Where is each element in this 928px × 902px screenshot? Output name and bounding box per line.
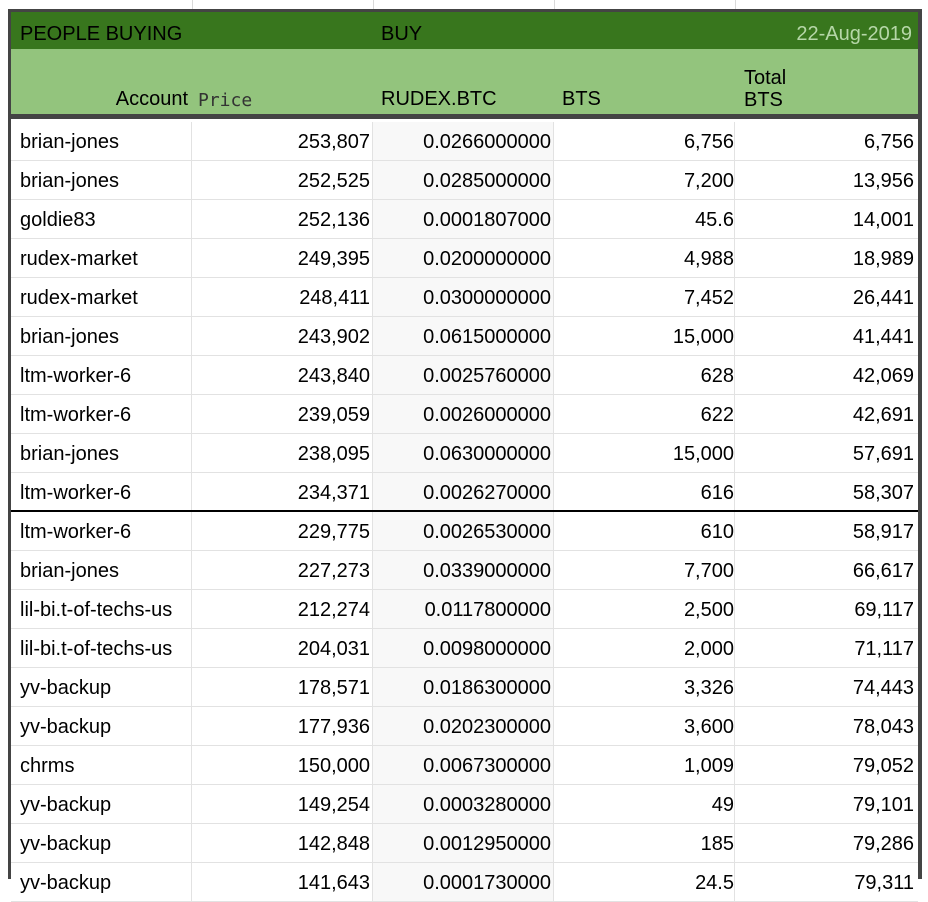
cell-price[interactable]: 238,095 xyxy=(297,443,370,465)
cell-total[interactable]: 79,286 xyxy=(852,833,914,855)
cell-price[interactable]: 141,643 xyxy=(297,872,370,894)
cell-rudex[interactable]: 0.0026000000 xyxy=(423,404,551,426)
cell-total[interactable]: 79,101 xyxy=(852,794,914,816)
table-row xyxy=(11,200,918,239)
cell-bts[interactable]: 2,000 xyxy=(683,638,734,660)
table-row xyxy=(11,668,918,707)
frame-border xyxy=(8,114,922,119)
cell-bts[interactable]: 1,009 xyxy=(683,755,734,777)
header-bts[interactable]: BTS xyxy=(562,88,601,110)
cell-bts[interactable]: 45.6 xyxy=(695,209,734,231)
buy-cell[interactable]: BUY xyxy=(381,23,423,45)
cell-total[interactable]: 42,691 xyxy=(852,404,914,426)
cell-total[interactable]: 74,443 xyxy=(852,677,914,699)
cell-price[interactable]: 212,274 xyxy=(297,599,370,621)
cell-rudex[interactable]: 0.0117800000 xyxy=(424,599,551,621)
cell-price[interactable]: 229,775 xyxy=(297,521,370,543)
cell-rudex[interactable]: 0.0186300000 xyxy=(423,677,551,699)
cell-rudex[interactable]: 0.0200000000 xyxy=(423,248,551,270)
cell-total[interactable]: 13,956 xyxy=(852,170,914,192)
cell-rudex[interactable]: 0.0300000000 xyxy=(423,287,551,309)
cell-price[interactable]: 248,411 xyxy=(299,287,370,309)
cell-price[interactable]: 252,525 xyxy=(297,170,370,192)
cell-account[interactable]: chrms xyxy=(20,755,75,777)
cell-bts[interactable]: 24.5 xyxy=(695,872,734,894)
cell-total[interactable]: 69,117 xyxy=(854,599,914,621)
cell-account[interactable]: yv-backup xyxy=(20,872,112,894)
cell-price[interactable]: 239,059 xyxy=(297,404,370,426)
cell-account[interactable]: lil-bi.t-of-techs-us xyxy=(20,638,173,660)
table-row xyxy=(11,629,918,668)
cell-rudex[interactable]: 0.0001730000 xyxy=(423,872,551,894)
cell-rudex[interactable]: 0.0266000000 xyxy=(423,131,551,153)
cell-rudex[interactable]: 0.0630000000 xyxy=(423,443,551,465)
cell-bts[interactable]: 6,756 xyxy=(683,131,734,153)
cell-bts[interactable]: 7,200 xyxy=(683,170,734,192)
table-row xyxy=(11,551,918,590)
cell-total[interactable]: 26,441 xyxy=(852,287,914,309)
table-row xyxy=(11,356,918,395)
cell-account[interactable]: yv-backup xyxy=(20,677,112,699)
cell-bts[interactable]: 3,326 xyxy=(683,677,734,699)
table-row xyxy=(11,161,918,200)
cell-account[interactable]: ltm-worker-6 xyxy=(20,365,132,387)
cell-bts[interactable]: 3,600 xyxy=(683,716,734,738)
header-account[interactable]: Account xyxy=(115,88,188,110)
cell-account[interactable]: brian-jones xyxy=(20,170,119,192)
cell-bts[interactable]: 15,000 xyxy=(672,326,734,348)
cell-bts[interactable]: 616 xyxy=(700,482,734,504)
cell-account[interactable]: ltm-worker-6 xyxy=(20,482,132,504)
table-row xyxy=(11,395,918,434)
table-row xyxy=(11,785,918,824)
cell-total[interactable]: 58,917 xyxy=(852,521,914,543)
table-row xyxy=(11,863,918,902)
cell-rudex[interactable]: 0.0615000000 xyxy=(423,326,551,348)
cell-account[interactable]: rudex-market xyxy=(20,287,138,309)
cell-total[interactable]: 78,043 xyxy=(852,716,914,738)
header-total[interactable] xyxy=(744,67,786,111)
cell-rudex[interactable]: 0.0202300000 xyxy=(423,716,551,738)
cell-rudex[interactable]: 0.0026530000 xyxy=(423,521,551,543)
cell-bts[interactable]: 7,452 xyxy=(683,287,734,309)
cell-account[interactable]: ltm-worker-6 xyxy=(20,521,132,543)
cell-account[interactable]: brian-jones xyxy=(20,326,119,348)
cell-price[interactable]: 150,000 xyxy=(297,755,370,777)
cell-bts[interactable]: 7,700 xyxy=(683,560,734,582)
table-row xyxy=(11,434,918,473)
cell-rudex[interactable]: 0.0025760000 xyxy=(423,365,551,387)
cell-total[interactable]: 18,989 xyxy=(852,248,914,270)
cell-account[interactable]: yv-backup xyxy=(20,716,112,738)
cell-rudex[interactable]: 0.0339000000 xyxy=(423,560,551,582)
table-row xyxy=(11,317,918,356)
title-cell[interactable]: PEOPLE BUYING xyxy=(20,23,183,45)
cell-account[interactable]: goldie83 xyxy=(20,209,96,231)
cell-total[interactable]: 71,117 xyxy=(854,638,914,660)
table-row xyxy=(11,122,918,161)
frame-border xyxy=(8,9,11,879)
column-header-row xyxy=(10,49,918,115)
cell-total[interactable]: 79,052 xyxy=(852,755,914,777)
cell-bts[interactable]: 2,500 xyxy=(683,599,734,621)
header-price[interactable]: Price xyxy=(198,90,253,111)
cell-price[interactable]: 204,031 xyxy=(297,638,370,660)
frame-border xyxy=(8,9,922,12)
header-rudex[interactable]: RUDEX.BTC xyxy=(381,88,497,110)
cell-rudex[interactable]: 0.0003280000 xyxy=(423,794,551,816)
cell-price[interactable]: 149,254 xyxy=(297,794,370,816)
table-row xyxy=(11,278,918,317)
cell-account[interactable]: lil-bi.t-of-techs-us xyxy=(20,599,173,621)
cell-rudex[interactable]: 0.0012950000 xyxy=(423,833,551,855)
cell-account[interactable]: ltm-worker-6 xyxy=(20,404,132,426)
header-total-line1: Total xyxy=(744,67,787,89)
cell-total[interactable]: 58,307 xyxy=(852,482,914,504)
cell-rudex[interactable]: 0.0285000000 xyxy=(423,170,551,192)
table-row xyxy=(11,707,918,746)
cell-price[interactable]: 177,936 xyxy=(297,716,370,738)
cell-bts[interactable]: 49 xyxy=(711,794,734,816)
cell-bts[interactable]: 15,000 xyxy=(672,443,734,465)
cell-account[interactable]: brian-jones xyxy=(20,560,119,582)
cell-account[interactable]: rudex-market xyxy=(20,248,138,270)
cell-bts[interactable]: 622 xyxy=(700,404,734,426)
cell-total[interactable]: 66,617 xyxy=(852,560,914,582)
cell-price[interactable]: 178,571 xyxy=(297,677,370,699)
cell-account[interactable]: brian-jones xyxy=(20,443,119,465)
cell-price[interactable]: 249,395 xyxy=(297,248,370,270)
header-total-line2: BTS xyxy=(744,89,783,111)
cell-price[interactable]: 243,902 xyxy=(297,326,370,348)
cell-total[interactable]: 57,691 xyxy=(852,443,914,465)
cell-total[interactable]: 14,001 xyxy=(852,209,914,231)
cell-price[interactable]: 142,848 xyxy=(297,833,370,855)
cell-price[interactable]: 227,273 xyxy=(297,560,370,582)
table-row xyxy=(11,824,918,863)
cell-total[interactable]: 41,441 xyxy=(852,326,914,348)
table-row xyxy=(11,746,918,785)
cell-bts[interactable]: 185 xyxy=(700,833,734,855)
cell-price[interactable]: 253,807 xyxy=(297,131,370,153)
cell-price[interactable]: 252,136 xyxy=(297,209,370,231)
cell-price[interactable]: 243,840 xyxy=(297,365,370,387)
cell-total[interactable]: 6,756 xyxy=(863,131,914,153)
cell-rudex[interactable]: 0.0026270000 xyxy=(423,482,551,504)
table-row xyxy=(11,473,918,512)
table-row xyxy=(11,239,918,278)
cell-total[interactable]: 79,311 xyxy=(854,872,914,894)
cell-bts[interactable]: 610 xyxy=(700,521,734,543)
table-row xyxy=(11,512,918,551)
table-row xyxy=(11,590,918,629)
cell-rudex[interactable]: 0.0067300000 xyxy=(423,755,551,777)
cell-bts[interactable]: 4,988 xyxy=(683,248,734,270)
data-rows xyxy=(11,122,918,902)
cell-account[interactable]: yv-backup xyxy=(20,794,112,816)
cell-account[interactable]: brian-jones xyxy=(20,131,119,153)
title-row xyxy=(10,11,918,49)
cell-rudex[interactable]: 0.0001807000 xyxy=(423,209,551,231)
cell-price[interactable]: 234,371 xyxy=(297,482,370,504)
cell-rudex[interactable]: 0.0098000000 xyxy=(423,638,551,660)
date-cell[interactable]: 22-Aug-2019 xyxy=(796,23,912,45)
cell-bts[interactable]: 628 xyxy=(700,365,734,387)
cell-total[interactable]: 42,069 xyxy=(852,365,914,387)
frame-border xyxy=(918,9,922,879)
cell-account[interactable]: yv-backup xyxy=(20,833,112,855)
